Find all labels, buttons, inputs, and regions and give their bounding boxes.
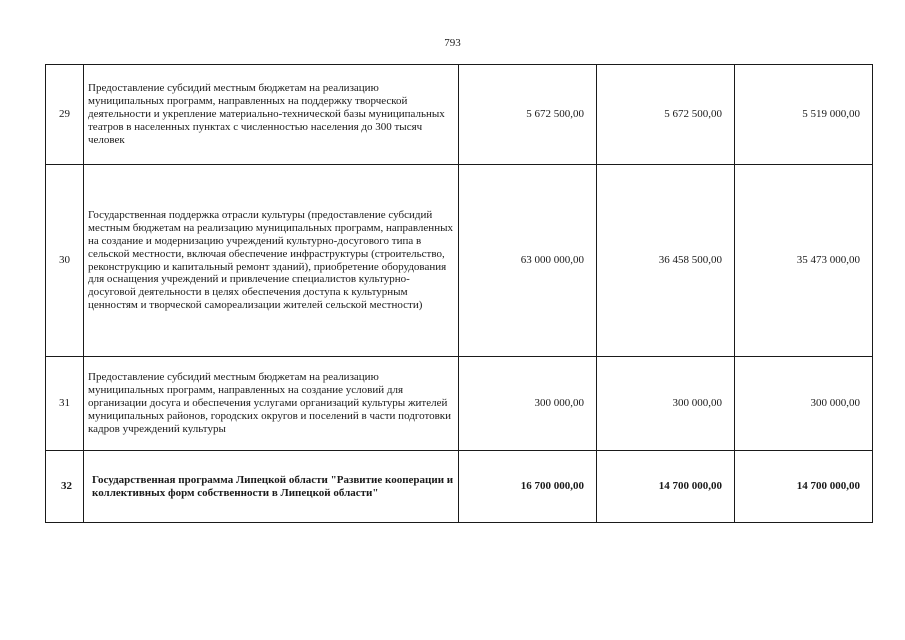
row-amount-2: 5 672 500,00 (597, 65, 735, 165)
row-number: 31 (46, 357, 84, 451)
row-amount-1: 63 000 000,00 (459, 165, 597, 357)
table-row (46, 165, 873, 357)
row-description: Государственная программа Липецкой области "Развитие кооперации и коллективных форм собственности в Липецкой области" (84, 451, 459, 523)
row-description: Государственная поддержка отрасли культуры (предоставление субсидий местным бюджетам на реализацию муниципальных программ, направленных на создание и модернизацию учреждений культурно-досугового типа в сельской местности, включая обеспечение инфраструктуры (строительство, реконструкцию и капитальный ремонт зданий), приобретение оборудования для оснащения учреждений и привлечение специалистов культурно-досуговой деятельности в целях обеспечения доступа к культурным ценностям и творческой самореализации жителей сельской местности) (84, 165, 459, 357)
row-amount-1: 5 672 500,00 (459, 65, 597, 165)
row-description: Предоставление субсидий местным бюджетам на реализацию муниципальных программ, направленных на создание условий для организации досуга и обеспечения услугами организаций культуры жителей муниципальных районов, городских округов и поселений в части подготовки кадров учреждений культуры (84, 357, 459, 451)
row-amount-3: 14 700 000,00 (735, 451, 873, 523)
row-amount-1: 300 000,00 (459, 357, 597, 451)
row-amount-1: 16 700 000,00 (459, 451, 597, 523)
table-row-program (46, 451, 873, 523)
budget-table (45, 64, 873, 523)
row-number: 29 (46, 65, 84, 165)
row-number: 32 (46, 451, 84, 523)
row-amount-3: 35 473 000,00 (735, 165, 873, 357)
row-amount-3: 300 000,00 (735, 357, 873, 451)
row-description: Предоставление субсидий местным бюджетам на реализацию муниципальных программ, направленных на поддержку творческой деятельности и укрепление материально-технической базы муниципальных театров в населенных пунктах с численностью населения до 300 тысяч человек (84, 65, 459, 165)
row-number: 30 (46, 165, 84, 357)
row-amount-2: 300 000,00 (597, 357, 735, 451)
table-row (46, 357, 873, 451)
table-row (46, 65, 873, 165)
row-amount-2: 36 458 500,00 (597, 165, 735, 357)
page-number: 793 (444, 37, 461, 49)
row-amount-2: 14 700 000,00 (597, 451, 735, 523)
row-amount-3: 5 519 000,00 (735, 65, 873, 165)
